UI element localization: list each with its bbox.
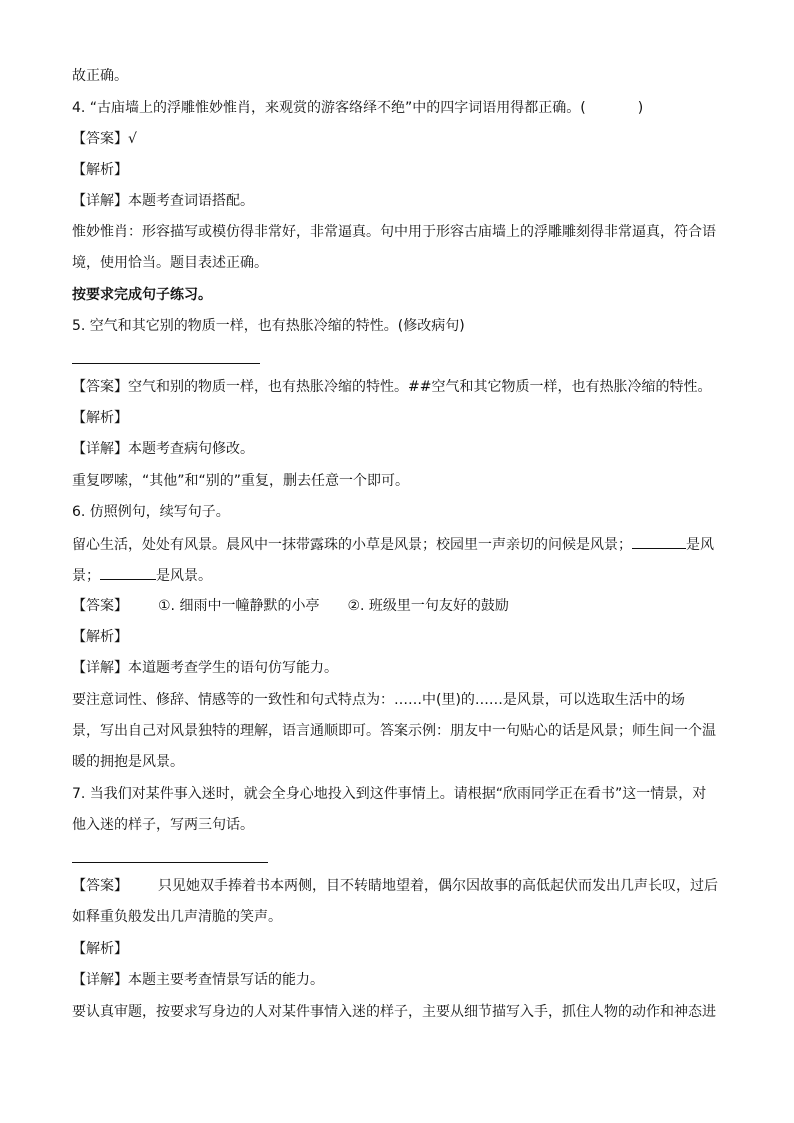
- text-line: 重复啰嗦，“其他”和“别的”重复，删去任意一个即可。: [72, 473, 410, 489]
- detail-line: 【详解】本题考查病句修改。: [72, 441, 254, 457]
- question-4-close-paren: ): [637, 100, 644, 116]
- text-line: 如释重负般发出几声清脆的笑声。: [72, 909, 282, 925]
- fill-blank-2[interactable]: [100, 565, 156, 580]
- detail-line: 【详解】本道题考查学生的语句仿写能力。: [72, 660, 338, 676]
- answer-label: 【答案】: [72, 878, 128, 894]
- question-5: 5. 空气和其它别的物质一样，也有热胀冷缩的特性。(修改病句): [72, 318, 465, 334]
- answer-label: 【答案】: [72, 598, 128, 614]
- answer-item-1: ①. 细雨中一幢静默的小亭: [158, 598, 320, 614]
- answer-line: [72, 876, 718, 896]
- question-7: 7. 当我们对某件事入迷时，就会全身心地投入到这件事情上。请根据“欣雨同学正在看书”这一情景，对: [72, 786, 707, 802]
- question-4-text: 4. “古庙墙上的浮雕惟妙惟肖，来观赏的游客络绎不绝”中的四字词语用得都正确。(: [72, 100, 586, 116]
- answer-blank-line: [72, 363, 260, 364]
- example-sentence-continued: [72, 565, 212, 586]
- question-4: [72, 98, 643, 118]
- answer-line: 【答案】√: [72, 131, 137, 147]
- fill-blank-1[interactable]: [632, 534, 686, 549]
- analysis-label: 【解析】: [72, 162, 128, 178]
- example-sentence: [72, 534, 714, 555]
- example-sentence-tail: 是风景。: [156, 568, 212, 584]
- question-6: 6. 仿照例句，续写句子。: [72, 504, 230, 520]
- answer-text: 只见她双手捧着书本两侧，目不转睛地望着，偶尔因故事的高低起伏而发出几声长叹，过后: [158, 878, 718, 894]
- answer-line: 【答案】空气和别的物质一样，也有热胀冷缩的特性。##空气和其它物质一样，也有热胀冷缩的特性。: [72, 379, 712, 395]
- text-line: 景，写出自己对风景独特的理解，语言通顺即可。答案示例：朋友中一句贴心的话是风景；师生间一个温: [72, 723, 716, 739]
- question-7-continued: 他入迷的样子，写两三句话。: [72, 817, 254, 833]
- text-line: 要注意词性、修辞、情感等的一致性和句式特点为：……中(里)的……是风景，可以选取生活中的场: [72, 692, 685, 708]
- text-line: 故正确。: [72, 68, 128, 84]
- detail-line: 【详解】本题主要考查情景写话的能力。: [72, 972, 324, 988]
- text-line: 惟妙惟肖：形容描写或模仿得非常好，非常逼真。句中用于形容古庙墙上的浮雕雕刻得非常逼真，符合语: [72, 224, 716, 240]
- example-sentence-text: 留心生活，处处有风景。晨风中一抹带露珠的小草是风景；校园里一声亲切的问候是风景；: [72, 537, 632, 553]
- example-sentence-tail: 是风: [686, 537, 714, 553]
- analysis-label: 【解析】: [72, 410, 128, 426]
- answer-item-2: ②. 班级里一句友好的鼓励: [347, 598, 509, 614]
- example-sentence-text: 景；: [72, 568, 100, 584]
- detail-line: 【详解】本题考查词语搭配。: [72, 193, 254, 209]
- text-line: 暖的拥抱是风景。: [72, 754, 184, 770]
- answer-line: [72, 596, 509, 616]
- analysis-label: 【解析】: [72, 629, 128, 645]
- answer-blank-line: [72, 862, 268, 863]
- section-heading: 按要求完成句子练习。: [72, 287, 212, 303]
- analysis-label: 【解析】: [72, 941, 128, 957]
- text-line: 要认真审题，按要求写身边的人对某件事情入迷的样子，主要从细节描写入手，抓住人物的动作和神态进: [72, 1004, 716, 1020]
- text-line: 境，使用恰当。题目表述正确。: [72, 255, 268, 271]
